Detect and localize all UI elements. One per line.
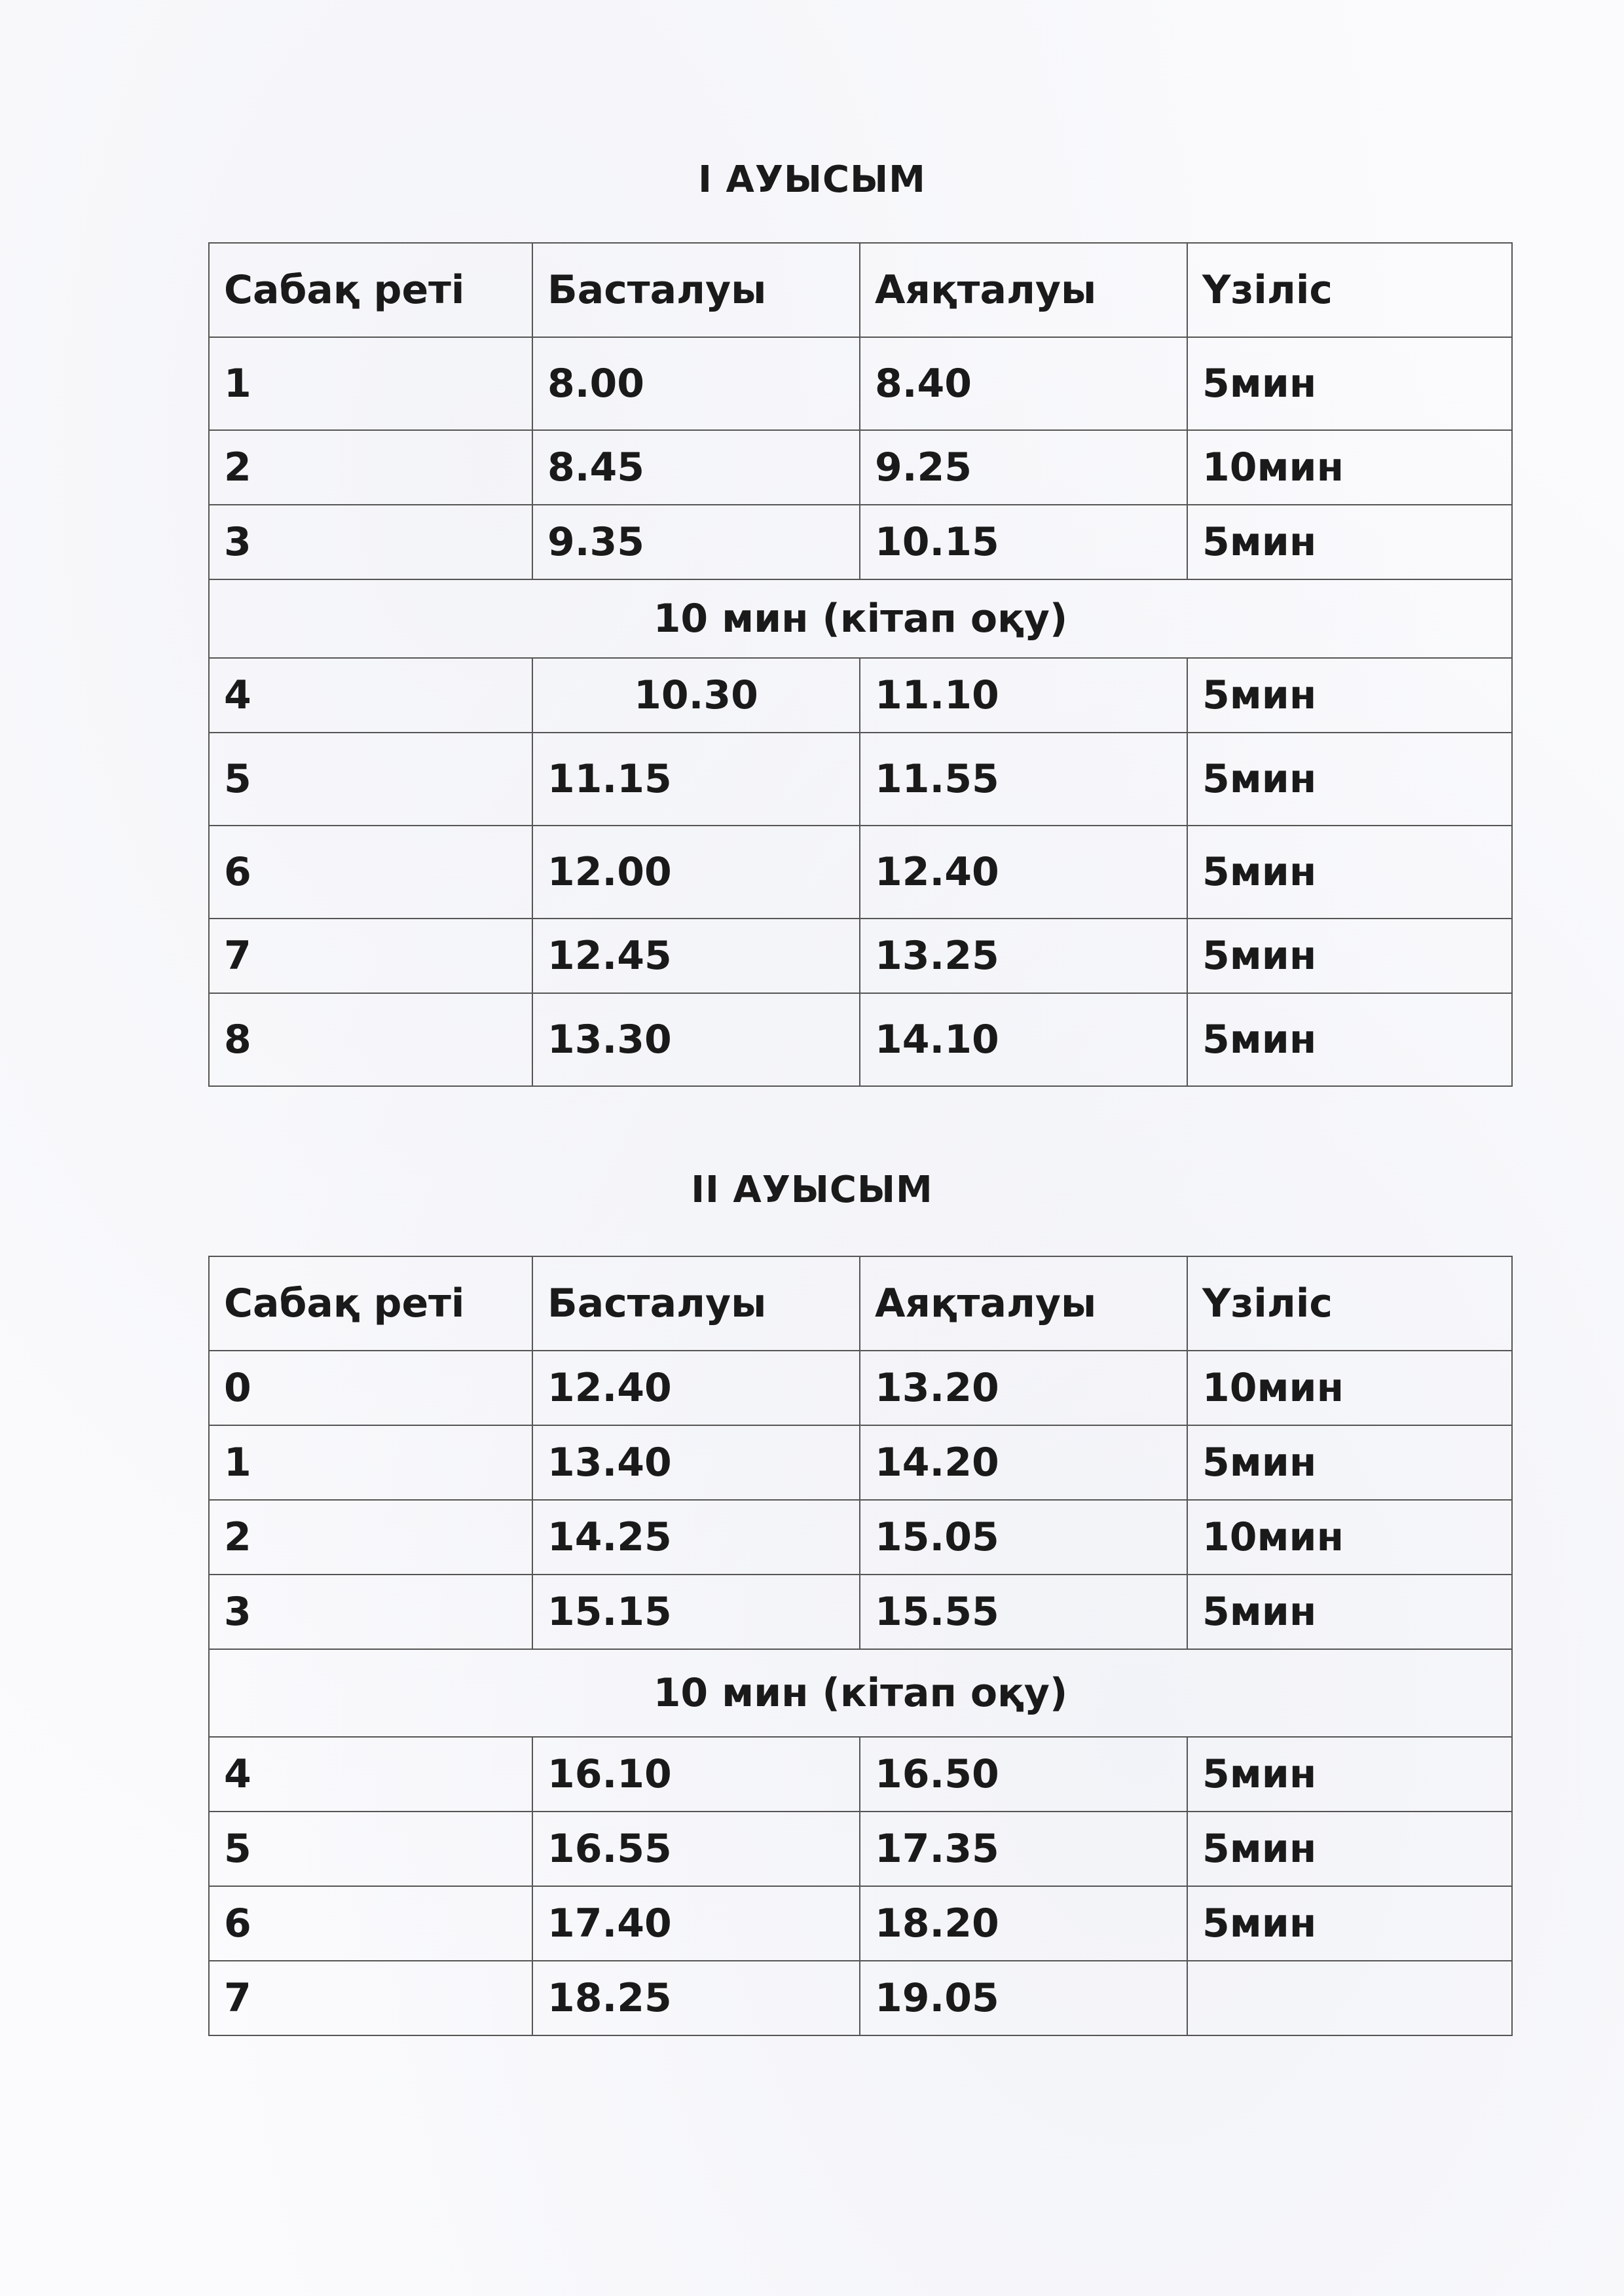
end-time: 17.35 bbox=[860, 1812, 1187, 1886]
shift-2-schedule-table bbox=[208, 1256, 1513, 2036]
start-time: 12.45 bbox=[532, 919, 860, 993]
start-time: 12.40 bbox=[532, 1351, 860, 1425]
start-time: 18.25 bbox=[532, 1961, 860, 2035]
lesson-number: 1 bbox=[209, 1425, 532, 1500]
table-header-row bbox=[209, 1256, 1512, 1351]
header-lesson-order: Сабақ реті bbox=[209, 1256, 532, 1351]
break-duration: 5мин bbox=[1187, 1575, 1512, 1649]
lesson-number: 7 bbox=[209, 1961, 532, 2035]
break-duration: 10мин bbox=[1187, 1500, 1512, 1575]
start-time: 16.10 bbox=[532, 1737, 860, 1812]
lesson-number: 5 bbox=[209, 733, 532, 826]
end-time: 8.40 bbox=[860, 337, 1187, 430]
end-time: 14.10 bbox=[860, 993, 1187, 1086]
end-time: 18.20 bbox=[860, 1886, 1187, 1961]
lesson-number: 1 bbox=[209, 337, 532, 430]
header-break: Үзіліс bbox=[1187, 1256, 1512, 1351]
end-time: 15.55 bbox=[860, 1575, 1187, 1649]
table-row bbox=[209, 993, 1512, 1086]
table-row bbox=[209, 826, 1512, 919]
table-row bbox=[209, 1886, 1512, 1961]
lesson-number: 3 bbox=[209, 1575, 532, 1649]
lesson-number: 4 bbox=[209, 658, 532, 733]
start-time: 14.25 bbox=[532, 1500, 860, 1575]
header-lesson-order: Сабақ реті bbox=[209, 243, 532, 337]
start-time: 16.55 bbox=[532, 1812, 860, 1886]
lesson-number: 4 bbox=[209, 1737, 532, 1812]
header-start: Басталуы bbox=[532, 1256, 860, 1351]
header-end: Аяқталуы bbox=[860, 1256, 1187, 1351]
table-row bbox=[209, 1575, 1512, 1649]
header-start: Басталуы bbox=[532, 243, 860, 337]
lesson-number: 3 bbox=[209, 505, 532, 579]
lesson-number: 6 bbox=[209, 1886, 532, 1961]
end-time: 19.05 bbox=[860, 1961, 1187, 2035]
end-time: 10.15 bbox=[860, 505, 1187, 579]
reading-break-row bbox=[209, 1649, 1512, 1737]
table-row bbox=[209, 1425, 1512, 1500]
lesson-number: 5 bbox=[209, 1812, 532, 1886]
table-row bbox=[209, 337, 1512, 430]
table-row bbox=[209, 1500, 1512, 1575]
break-duration: 5мин bbox=[1187, 993, 1512, 1086]
end-time: 11.55 bbox=[860, 733, 1187, 826]
start-time: 8.45 bbox=[532, 430, 860, 505]
shift-1-title: I АУЫСЫМ bbox=[698, 158, 926, 201]
break-duration: 5мин bbox=[1187, 733, 1512, 826]
break-duration: 10мин bbox=[1187, 430, 1512, 505]
lesson-number: 7 bbox=[209, 919, 532, 993]
table-header-row bbox=[209, 243, 1512, 337]
lesson-number: 2 bbox=[209, 1500, 532, 1575]
start-time: 13.30 bbox=[532, 993, 860, 1086]
break-duration: 5мин bbox=[1187, 1886, 1512, 1961]
break-duration: 10мин bbox=[1187, 1351, 1512, 1425]
start-time: 9.35 bbox=[532, 505, 860, 579]
lesson-number: 8 bbox=[209, 993, 532, 1086]
break-duration: 5мин bbox=[1187, 1425, 1512, 1500]
table-row bbox=[209, 430, 1512, 505]
start-time: 10.30 bbox=[532, 658, 860, 733]
start-time: 11.15 bbox=[532, 733, 860, 826]
end-time: 13.25 bbox=[860, 919, 1187, 993]
shift-1-schedule-table bbox=[208, 242, 1513, 1087]
break-duration bbox=[1187, 1961, 1512, 2035]
table-row bbox=[209, 733, 1512, 826]
lesson-number: 2 bbox=[209, 430, 532, 505]
end-time: 13.20 bbox=[860, 1351, 1187, 1425]
table-row bbox=[209, 505, 1512, 579]
start-time: 8.00 bbox=[532, 337, 860, 430]
reading-break-label: 10 мин (кітап оқу) bbox=[209, 1649, 1512, 1737]
lesson-number: 0 bbox=[209, 1351, 532, 1425]
start-time: 12.00 bbox=[532, 826, 860, 919]
reading-break-row bbox=[209, 579, 1512, 658]
end-time: 12.40 bbox=[860, 826, 1187, 919]
break-duration: 5мин bbox=[1187, 919, 1512, 993]
end-time: 9.25 bbox=[860, 430, 1187, 505]
reading-break-label: 10 мин (кітап оқу) bbox=[209, 579, 1512, 658]
table-row bbox=[209, 1812, 1512, 1886]
break-duration: 5мин bbox=[1187, 826, 1512, 919]
break-duration: 5мин bbox=[1187, 1812, 1512, 1886]
table-row bbox=[209, 1351, 1512, 1425]
break-duration: 5мин bbox=[1187, 337, 1512, 430]
header-break: Үзіліс bbox=[1187, 243, 1512, 337]
table-row bbox=[209, 658, 1512, 733]
end-time: 14.20 bbox=[860, 1425, 1187, 1500]
break-duration: 5мин bbox=[1187, 505, 1512, 579]
break-duration: 5мин bbox=[1187, 658, 1512, 733]
start-time: 17.40 bbox=[532, 1886, 860, 1961]
end-time: 15.05 bbox=[860, 1500, 1187, 1575]
table-row bbox=[209, 919, 1512, 993]
shift-2-title: II АУЫСЫМ bbox=[691, 1169, 933, 1211]
start-time: 13.40 bbox=[532, 1425, 860, 1500]
table-row bbox=[209, 1961, 1512, 2035]
break-duration: 5мин bbox=[1187, 1737, 1512, 1812]
table-row bbox=[209, 1737, 1512, 1812]
end-time: 16.50 bbox=[860, 1737, 1187, 1812]
header-end: Аяқталуы bbox=[860, 243, 1187, 337]
start-time: 15.15 bbox=[532, 1575, 860, 1649]
end-time: 11.10 bbox=[860, 658, 1187, 733]
lesson-number: 6 bbox=[209, 826, 532, 919]
